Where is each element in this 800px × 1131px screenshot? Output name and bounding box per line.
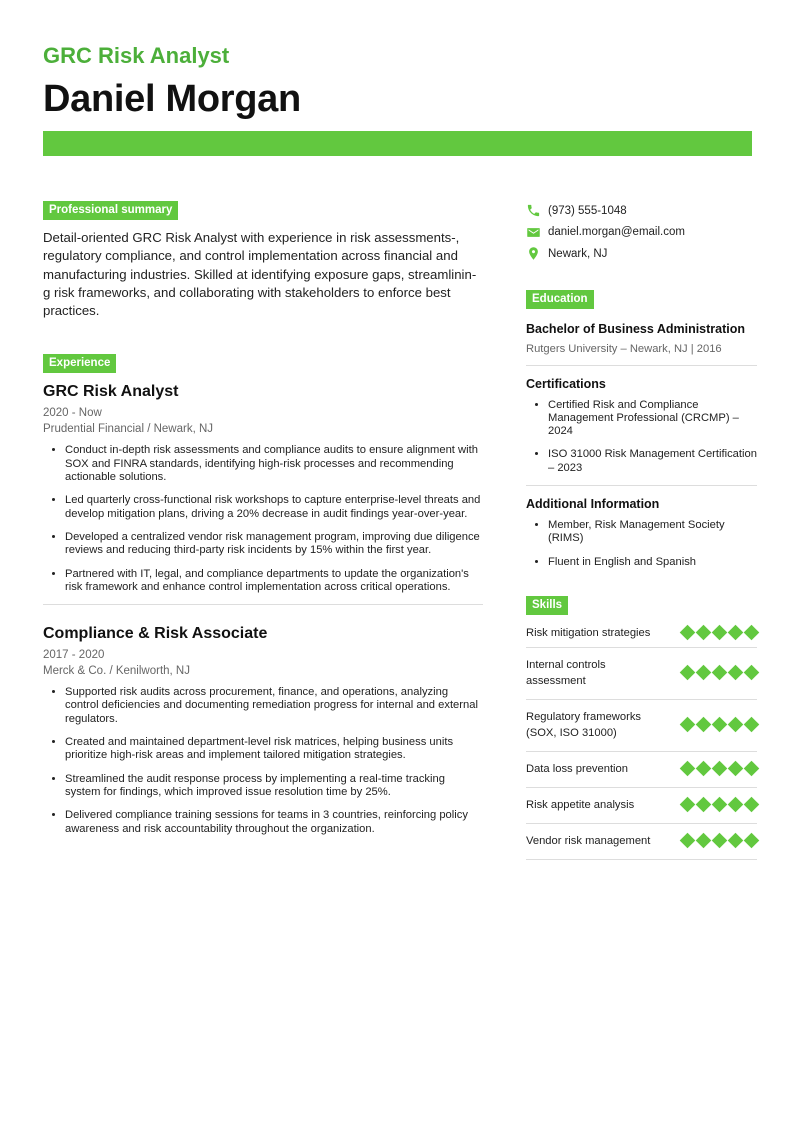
rating-diamond-icon [696, 797, 712, 813]
rating-diamond-icon [744, 797, 760, 813]
certifications-heading: Certifications [526, 376, 606, 391]
job-bullet: • Developed a centralized vendor risk management program, improving due diligence reviews and reducing third-party risk incidents by 15% within the first year. [65, 531, 483, 558]
rating-diamond-icon [696, 625, 712, 641]
rating-diamond-icon [744, 833, 760, 849]
skill-name: Risk mitigation strategies [526, 626, 651, 639]
rating-diamond-icon [696, 761, 712, 777]
rating-diamond-icon [728, 833, 744, 849]
additional-list [526, 519, 757, 569]
certification-item: • Certified Risk and Compliance Management Professional (CRCMP) – 2024 [548, 399, 757, 439]
rating-diamond-icon [744, 761, 760, 777]
location-text: Newark, NJ [548, 247, 608, 260]
skill-name: Vendor risk management [526, 834, 651, 847]
contact-section [526, 200, 757, 265]
rating-diamond-icon [712, 797, 728, 813]
job-bullet: • Partnered with IT, legal, and compliance departments to update the organization's risk framework and enhance control implementation across critical operations. [65, 568, 483, 595]
contact-location [526, 243, 757, 265]
job-dates: 2020 - Now [43, 407, 102, 420]
job-bullets [43, 686, 483, 836]
contact-phone [526, 200, 757, 222]
rating-diamond-icon [728, 797, 744, 813]
rating-diamond-icon [744, 625, 760, 641]
rating-diamond-icon [744, 717, 760, 733]
job-company: Prudential Financial / Newark, NJ [43, 423, 214, 436]
rating-diamond-icon [728, 717, 744, 733]
additional-item: • Member, Risk Management Society (RIMS) [548, 519, 757, 546]
email-text: daniel.morgan@email.com [548, 226, 685, 239]
additional-heading: Additional Information [526, 496, 660, 511]
skill-row [526, 621, 757, 648]
education-section [526, 289, 757, 366]
skill-row [526, 788, 757, 824]
rating-diamond-icon [696, 833, 712, 849]
job-entry [43, 383, 483, 594]
summary-heading: Professional summary [43, 201, 178, 220]
skills-list [526, 621, 757, 860]
rating-diamond-icon [712, 625, 728, 641]
location-pin-icon [526, 246, 541, 261]
divider [526, 365, 757, 366]
job-bullet: • Led quarterly cross-functional risk workshops to capture enterprise-level threats and develop mitigation plans, driving a 20% decrease in audit findings year-over-year. [65, 494, 483, 521]
certifications-list [526, 399, 757, 475]
skill-row [526, 648, 757, 700]
job-bullets [43, 444, 483, 594]
left-column [43, 200, 483, 846]
rating-diamond-icon [728, 665, 744, 681]
certifications-section [526, 377, 757, 486]
skills-section [526, 595, 757, 860]
job-bullet: • Supported risk audits across procurement, finance, and operations, analyzing control deficiencies and documenting remediation progress for internal and external regulators. [65, 686, 483, 726]
skill-rating [682, 719, 757, 730]
skill-rating [682, 799, 757, 810]
rating-diamond-icon [680, 665, 696, 681]
skill-name: Risk appetite analysis [526, 798, 635, 811]
rating-diamond-icon [696, 717, 712, 733]
experience-heading: Experience [43, 354, 116, 373]
rating-diamond-icon [696, 665, 712, 681]
degree: Bachelor of Business Administration [526, 321, 746, 336]
job-bullet: • Conduct in-depth risk assessments and compliance audits to ensure alignment with SOX and FINRA standards, identifying high-risk processes and recommending actionable solutions. [65, 444, 483, 484]
rating-diamond-icon [728, 625, 744, 641]
rating-diamond-icon [728, 761, 744, 777]
summary-text: Detail-oriented GRC Risk Analyst with experience in risk assessments-, regulatory compliance, and control implementation across financial and manufacturing industries. Skilled at identifying exposure gaps, streamlinin-g risk frameworks, and collaborating with stakeholders to enforce best practices. [43, 230, 477, 319]
accent-bar [43, 131, 752, 156]
job-bullet: • Delivered compliance training sessions for teams in 3 countries, reinforcing policy awareness and risk accountability throughout the organization. [65, 809, 483, 836]
experience-section [43, 353, 483, 835]
certification-item: • ISO 31000 Risk Management Certification – 2023 [548, 448, 757, 475]
rating-diamond-icon [680, 797, 696, 813]
skills-heading: Skills [526, 596, 568, 615]
skill-rating [682, 627, 757, 638]
skill-name: Regulatory frameworks (SOX, ISO 31000) [526, 710, 642, 739]
job-role: GRC Risk Analyst [43, 383, 179, 401]
job-company: Merck & Co. / Kenilworth, NJ [43, 665, 190, 678]
school: Rutgers University – Newark, NJ | 2016 [526, 342, 722, 355]
rating-diamond-icon [712, 717, 728, 733]
right-column [526, 200, 757, 860]
divider [43, 604, 483, 605]
job-role: Compliance & Risk Associate [43, 625, 268, 643]
additional-item: • Fluent in English and Spanish [548, 556, 757, 569]
candidate-name: Daniel Morgan [43, 78, 301, 120]
additional-section [526, 497, 757, 569]
divider [526, 485, 757, 486]
rating-diamond-icon [680, 833, 696, 849]
rating-diamond-icon [744, 665, 760, 681]
job-title: GRC Risk Analyst [43, 43, 230, 68]
rating-diamond-icon [712, 761, 728, 777]
rating-diamond-icon [680, 625, 696, 641]
job-bullet: • Created and maintained department-level risk matrices, helping business units prioritize high-risk areas and implement tailored mitigation strategies. [65, 736, 483, 763]
contact-email [526, 222, 757, 244]
skill-rating [682, 835, 757, 846]
job-bullet: • Streamlined the audit response process by implementing a real-time tracking system for findings, which improved issue resolution time by 25%. [65, 773, 483, 800]
education-heading: Education [526, 290, 594, 309]
email-icon [526, 225, 541, 240]
skill-row [526, 752, 757, 788]
rating-diamond-icon [680, 717, 696, 733]
skill-rating [682, 667, 757, 678]
skill-name: Internal controls assessment [526, 658, 606, 687]
skill-rating [682, 763, 757, 774]
skill-row [526, 700, 757, 752]
skill-name: Data loss prevention [526, 762, 628, 775]
job-dates: 2017 - 2020 [43, 649, 105, 662]
phone-text: (973) 555-1048 [548, 204, 627, 217]
job-entry [43, 625, 483, 836]
summary-section [43, 200, 483, 320]
rating-diamond-icon [680, 761, 696, 777]
rating-diamond-icon [712, 665, 728, 681]
phone-icon [526, 203, 541, 218]
rating-diamond-icon [712, 833, 728, 849]
skill-row [526, 824, 757, 860]
